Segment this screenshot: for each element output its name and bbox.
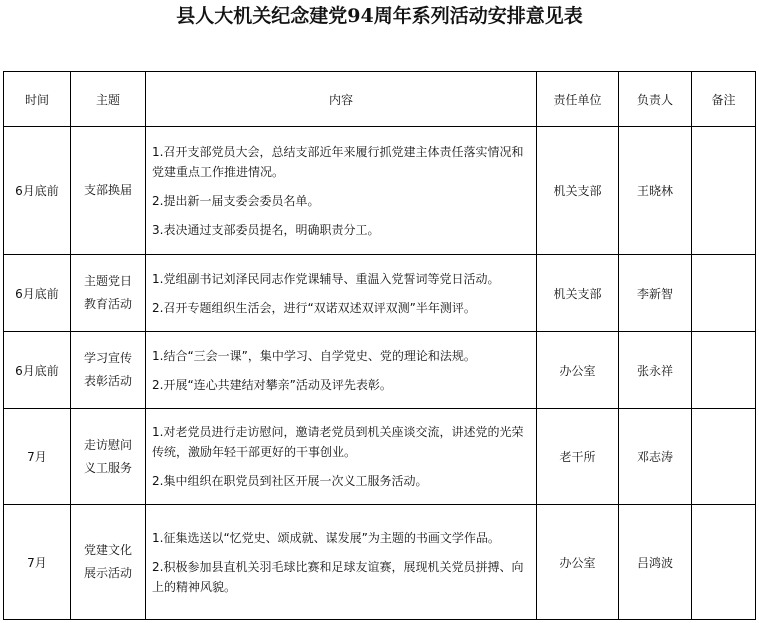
row-unit: 机关支部 (537, 255, 619, 332)
row-content (146, 332, 537, 409)
table-row (4, 332, 756, 409)
row-topic-line: 主题党日 (83, 274, 132, 288)
row-content-item: 2.召开专题组织生活会，进行“双诺双述双评双测”半年测评。 (152, 300, 476, 315)
row-content-item: 1.对老党员进行走访慰问，邀请老党员到机关座谈交流，讲述党的光荣传统，激励年轻干部更好的干事创业。 (152, 425, 524, 459)
row-topic (71, 127, 146, 255)
row-content (146, 127, 537, 255)
row-person: 李新智 (619, 255, 692, 332)
row-unit: 机关支部 (537, 127, 619, 255)
row-unit: 老干所 (537, 409, 619, 505)
header-notes: 备注 (692, 72, 756, 127)
row-content-item: 2.集中组织在职党员到社区开展一次义工服务活动。 (152, 474, 428, 488)
row-time: 6月底前 (4, 255, 71, 332)
row-notes (692, 332, 756, 409)
header-topic: 主题 (71, 72, 146, 127)
header-content: 内容 (146, 72, 537, 127)
table-row (4, 409, 756, 505)
row-topic-line: 教育活动 (83, 297, 132, 311)
row-topic (71, 409, 146, 505)
table-row (4, 505, 756, 620)
table-row (4, 255, 756, 332)
row-notes (692, 255, 756, 332)
row-unit: 办公室 (537, 505, 619, 620)
row-content-item: 1.结合“三会一课”，集中学习、自学党史、党的理论和法规。 (152, 348, 476, 363)
row-content (146, 409, 537, 505)
row-person: 张永祥 (619, 332, 692, 409)
row-topic-line: 支部换届 (83, 183, 132, 197)
row-time: 7月 (4, 409, 71, 505)
row-topic-line: 走访慰问 (83, 437, 132, 452)
row-time: 7月 (4, 505, 71, 620)
row-content-item: 2.开展“连心共建结对攀亲”活动及评先表彰。 (152, 377, 392, 392)
row-topic-line: 义工服务 (83, 460, 132, 475)
row-content-item: 3.表决通过支部委员提名，明确职责分工。 (152, 222, 380, 237)
row-topic-line: 展示活动 (83, 566, 132, 580)
row-person: 吕鸿波 (619, 505, 692, 620)
row-topic (71, 505, 146, 620)
row-time: 6月底前 (4, 127, 71, 255)
row-content (146, 505, 537, 620)
row-content-item: 1.征集选送以“忆党史、颂成就、谋发展”为主题的书画文学作品。 (152, 530, 500, 545)
table-row (4, 127, 756, 255)
row-content-item: 2.积极参加县直机关羽毛球比赛和足球友谊赛，展现机关党员拼搏、向上的精神风貌。 (152, 559, 524, 594)
row-topic (71, 332, 146, 409)
row-notes (692, 127, 756, 255)
row-content-item: 1.召开支部党员大会，总结支部近年来履行抓党建主体责任落实情况和党建重点工作推进情况。 (152, 144, 524, 179)
row-content (146, 255, 537, 332)
row-time: 6月底前 (4, 332, 71, 409)
row-content-item: 2.提出新一届支委会委员名单。 (152, 193, 320, 208)
row-topic (71, 255, 146, 332)
header-time: 时间 (4, 72, 71, 127)
row-unit: 办公室 (537, 332, 619, 409)
row-content-item: 1.党组副书记刘泽民同志作党课辅导、重温入党誓词等党日活动。 (152, 271, 500, 286)
row-notes (692, 409, 756, 505)
row-topic-line: 表彰活动 (83, 374, 132, 388)
row-topic-line: 学习宣传 (83, 351, 132, 365)
row-notes (692, 505, 756, 620)
table-header-row (4, 72, 756, 127)
row-person: 邓志涛 (619, 409, 692, 505)
header-unit: 责任单位 (537, 72, 619, 127)
row-topic-line: 党建文化 (83, 543, 132, 557)
row-person: 王晓林 (619, 127, 692, 255)
header-person: 负责人 (619, 72, 692, 127)
activity-table (3, 71, 756, 620)
page-title: 县人大机关纪念建党94周年系列活动安排意见表 (176, 5, 583, 27)
